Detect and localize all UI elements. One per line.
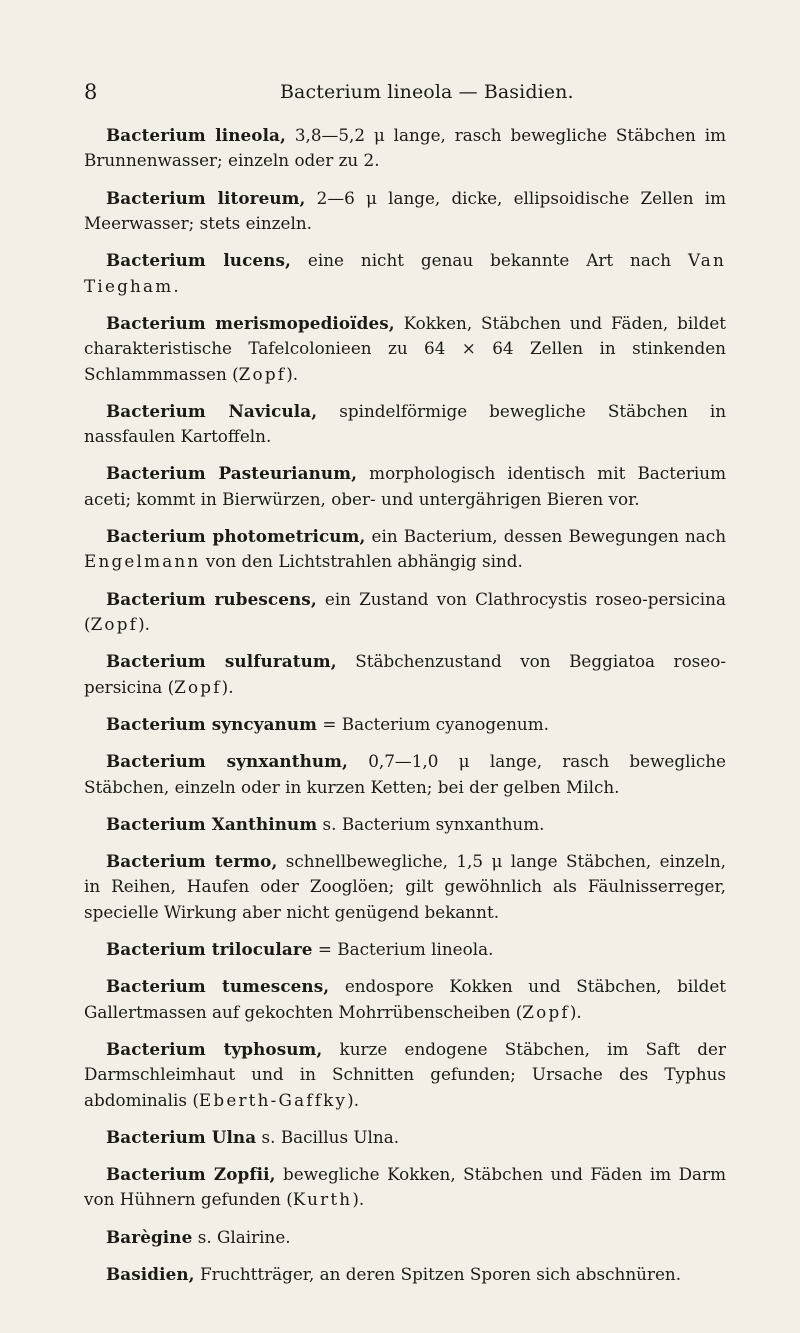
entry-term: Bacterium rubescens,: [106, 588, 317, 609]
entry-text: Fruchtträger, an deren Spitzen Sporen sich abschnüren.: [194, 1263, 682, 1284]
entry-bacterium-zopfii: [84, 1162, 726, 1213]
entry-bacterium-synxanthum: [84, 749, 726, 800]
entry-term: Bacterium Navicula,: [106, 400, 318, 421]
entry-term: Bacterium termo,: [106, 850, 278, 871]
entry-term: Bacterium syncyanum: [106, 713, 318, 734]
entry-term: Bacterium Pasteurianum,: [106, 463, 358, 484]
entry-bacterium-typhosum: [84, 1037, 726, 1113]
entry-term: Barègine: [106, 1226, 193, 1247]
entry-bacterium-triloculare: [84, 937, 726, 962]
page-header: [84, 78, 724, 108]
entry-term: Bacterium triloculare: [106, 938, 313, 959]
entry-term: Bacterium Ulna: [106, 1126, 257, 1147]
entry-basidien: [84, 1262, 726, 1287]
page-number: 8: [84, 80, 98, 104]
entry-term: Bacterium lineola,: [106, 125, 286, 145]
entry-text: s. Bacterium synxanthum.: [317, 813, 545, 834]
entry-text: morphologisch identisch mit Bacterium aceti; kommt in Bierwürzen, ober- und untergährigen Bieren vor.: [84, 463, 726, 509]
entry-author: Zopf: [90, 614, 139, 635]
entry-author: Zopf: [238, 363, 287, 384]
entry-bacterium-merismopedioides: [84, 311, 726, 387]
running-title: Bacterium lineola — Basidien.: [280, 81, 574, 103]
entry-text: s. Glairine.: [192, 1226, 291, 1247]
entry-author: Eberth-Gaffky: [198, 1089, 348, 1110]
entry-term: Bacterium Xanthinum: [106, 813, 318, 834]
entry-text-after: von den Lichtstrahlen abhängig sind.: [200, 551, 523, 572]
entry-term: Bacterium synxanthum,: [106, 751, 348, 772]
entry-text: = Bacterium cyanogenum.: [317, 713, 549, 734]
entry-bacterium-ulna: [84, 1125, 726, 1150]
entry-bacterium-tumescens: [84, 974, 726, 1025]
entry-text-after: ).: [352, 1189, 365, 1210]
entry-term: Bacterium Zopfii,: [106, 1163, 276, 1184]
entry-bacterium-rubescens: [84, 587, 726, 638]
entry-bacterium-xanthinum: [84, 812, 726, 837]
entry-text: spindelförmige bewegliche Stäbchen in nassfaulen Kartoffeln.: [84, 400, 727, 447]
entry-text: Kokken, Stäbchen und Fäden, bildet charakteristische Tafelcolonieen zu 64 × 64 Zellen in stinkenden Schlammmassen (: [84, 312, 726, 384]
entry-author: Kurth: [292, 1189, 353, 1210]
entry-text: ein Zustand von Clathrocystis roseo-persicina (: [84, 588, 726, 635]
entry-bacterium-pasteurianum: [84, 461, 726, 512]
entry-bacterium-photometricum: [84, 524, 726, 575]
entry-text: endospore Kokken und Stäbchen, bildet Gallertmassen auf gekochten Mohrrübenscheiben (: [84, 976, 727, 1022]
entry-term: Basidien,: [106, 1263, 195, 1284]
entry-bacterium-termo: [84, 849, 726, 925]
entry-text: 2—6 μ lange, dicke, ellipsoidische Zellen im Meerwasser; stets einzeln.: [84, 187, 726, 234]
entry-bacterium-lucens: [84, 248, 726, 299]
entry-text: 3,8—5,2 μ lange, rasch bewegliche Stäbchen im Brunnenwasser; einzeln oder zu 2.: [84, 125, 727, 171]
entry-text: bewegliche Kokken, Stäbchen und Fäden im Darm von Hühnern gefunden (: [84, 1163, 726, 1210]
entry-bacterium-lineola: [84, 123, 726, 174]
entry-text: 0,7—1,0 μ lange, rasch bewegliche Stäbchen, einzeln oder in kurzen Ketten; bei der gelben Milch.: [84, 751, 726, 797]
entry-term: Bacterium litoreum,: [106, 187, 306, 208]
entry-text-after: ).: [347, 1089, 360, 1110]
entry-author: Engelmann: [84, 551, 201, 572]
entry-text: eine nicht genau bekannte Art nach: [290, 250, 688, 271]
entry-text: kurze endogene Stäbchen, im Saft der Darmschleimhaut und in Schnitten gefunden; Ursache des Typhus abdominalis (: [84, 1038, 726, 1110]
entry-bacterium-navicula: [84, 399, 726, 450]
entry-author: Zopf: [174, 676, 222, 697]
entry-term: Bacterium lucens,: [106, 250, 291, 271]
entry-bacterium-sulfuratum: [84, 649, 726, 700]
entry-text-after: ).: [221, 676, 234, 697]
entry-term: Bacterium typhosum,: [106, 1038, 323, 1059]
entry-term: Bacterium tumescens,: [106, 976, 330, 997]
entry-baregine: [84, 1225, 726, 1250]
entry-bacterium-litoreum: [84, 186, 726, 237]
dictionary-entries: [84, 123, 726, 1299]
entry-text: schnellbewegliche, 1,5 μ lange Stäbchen, einzeln, in Reihen, Haufen oder Zooglöen; gilt gewöhnlich als Fäulnisserreger, specielle Wirkung aber nicht genügend bekannt.: [84, 850, 726, 922]
entry-text-after: ).: [138, 614, 150, 635]
entry-text: ein Bacterium, dessen Bewegungen nach: [365, 526, 727, 547]
entry-term: Bacterium merismopedioïdes,: [106, 312, 395, 333]
entry-term: Bacterium sulfuratum,: [106, 651, 337, 672]
entry-text: Stäbchenzustand von Beggiatoa roseo-persicina (: [84, 651, 726, 697]
entry-text: = Bacterium lineola.: [312, 938, 494, 959]
entry-term: Bacterium photometricum,: [106, 526, 366, 547]
entry-author: Van Tiegham: [84, 250, 726, 296]
entry-text: s. Bacillus Ulna.: [256, 1126, 400, 1147]
entry-text-after: .: [173, 275, 179, 296]
entry-bacterium-syncyanum: [84, 712, 726, 737]
entry-text-after: ).: [569, 1001, 582, 1022]
entry-author: Zopf: [522, 1001, 570, 1022]
entry-text-after: ).: [286, 363, 299, 384]
